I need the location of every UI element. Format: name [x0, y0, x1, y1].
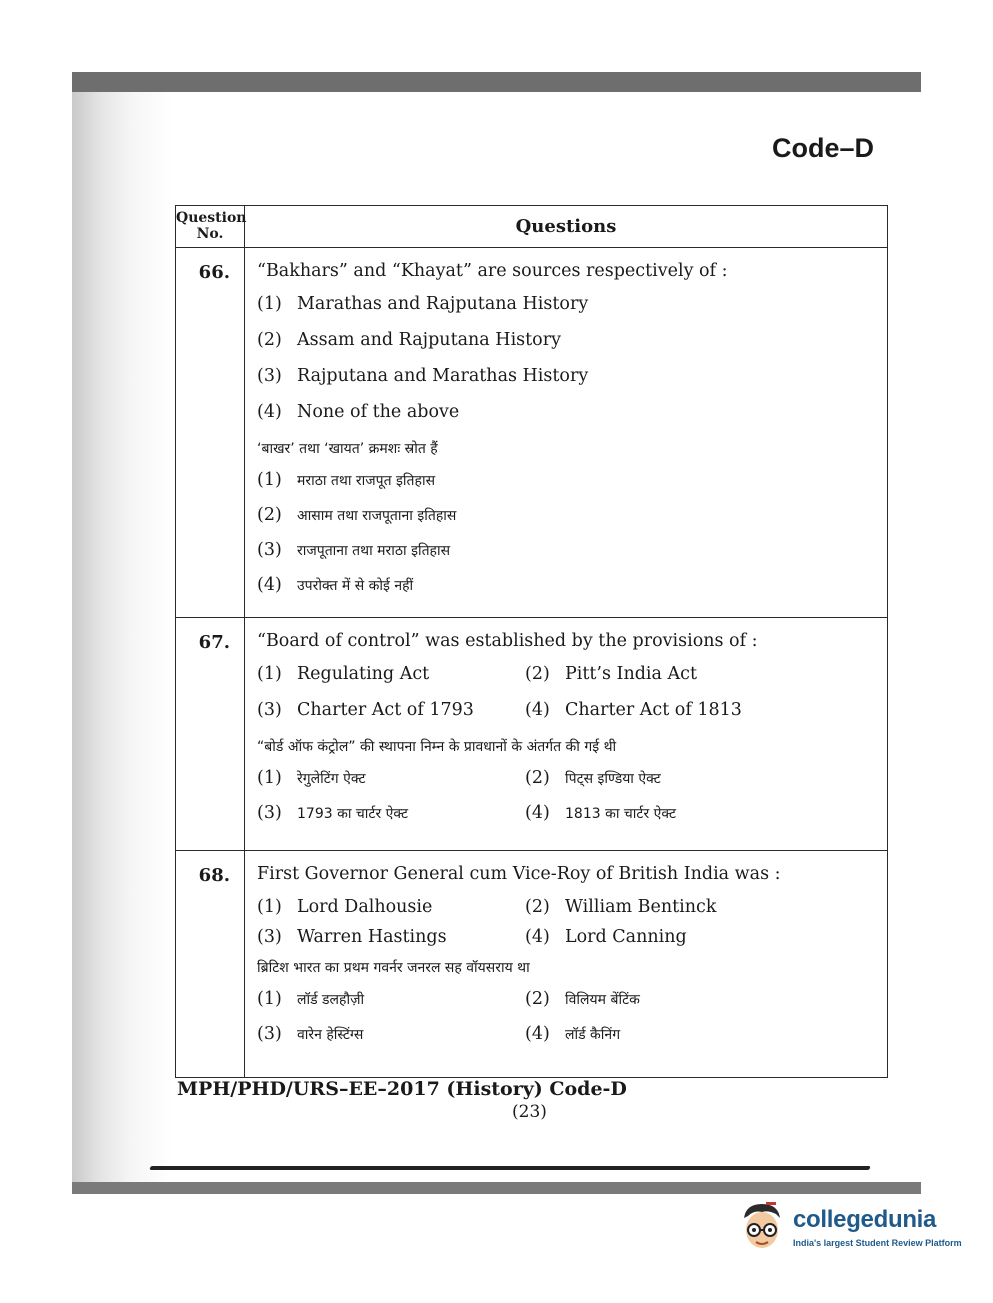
question-text-hi: “बोर्ड ऑफ कंट्रोल” की स्थापना निम्न के प्रावधानों के अंतर्गत की गई थी: [257, 739, 617, 755]
option-text: वारेन हेस्टिंग्स: [297, 1027, 364, 1043]
option-hi: [257, 765, 525, 800]
option-text: Rajputana and Marathas History: [297, 366, 589, 386]
option-text: Marathas and Rajputana History: [297, 294, 589, 314]
option-number: (1): [257, 664, 282, 684]
option-number: (1): [257, 470, 282, 490]
option-text: लॉर्ड डलहौज़ी: [297, 992, 365, 1008]
option-hi: [525, 765, 793, 800]
question-text-en: “Bakhars” and “Khayat” are sources respectively of :: [257, 261, 728, 281]
option-en: [525, 697, 793, 733]
option-text: उपरोक्त में से कोई नहीं: [297, 578, 414, 594]
option-text: रेगुलेटिंग ऐक्ट: [297, 771, 366, 787]
option-row-hi: [257, 765, 875, 800]
option-text: Charter Act of 1793: [297, 700, 474, 720]
option-text: 1813 का चार्टर ऐक्ट: [565, 806, 677, 822]
option-row-hi: [257, 986, 875, 1021]
option-number: (2): [525, 989, 550, 1009]
scan-bottom-border: [72, 1182, 921, 1194]
paper-code-label: Code–D: [772, 133, 875, 163]
page-number: (23): [512, 1102, 547, 1122]
option-row-hi: [257, 800, 875, 835]
option-number: (4): [525, 803, 550, 823]
option-row-en: [257, 661, 875, 697]
option-text: Warren Hastings: [297, 927, 447, 947]
question-text-hi: ‘बाखर’ तथा ‘खायत’ क्रमशः स्रोत हैं: [257, 441, 438, 457]
option-number: (1): [257, 294, 282, 314]
option-text: Pitt’s India Act: [565, 664, 697, 684]
option-hi: [257, 1021, 525, 1056]
question-row: [176, 248, 888, 618]
option-text: राजपूताना तथा मराठा इतिहास: [297, 543, 451, 559]
paper-footer: MPH/PHD/URS–EE–2017 (History) Code-D: [177, 1078, 627, 1100]
option-number: (2): [525, 768, 550, 788]
option-en: [525, 894, 793, 924]
option-number: (4): [525, 700, 550, 720]
question-body: [245, 618, 888, 851]
question-text-en: “Board of control” was established by the provisions of :: [257, 631, 758, 651]
option-text: लॉर्ड कैनिंग: [565, 1027, 621, 1043]
question-number: 66.: [176, 248, 245, 618]
question-row: [176, 851, 888, 1078]
question-text-en: First Governor General cum Vice-Roy of British India was :: [257, 864, 781, 884]
question-text-hi: ब्रिटिश भारत का प्रथम गवर्नर जनरल सह वॉयसराय था: [257, 960, 530, 976]
option-number: (2): [257, 505, 282, 525]
question-number: 67.: [176, 618, 245, 851]
option-text: None of the above: [297, 402, 460, 422]
option-text: पिट्स इण्डिया ऐक्ट: [565, 771, 661, 787]
option-en: [257, 924, 525, 954]
option-number: (3): [257, 540, 282, 560]
option-number: (3): [257, 700, 282, 720]
scan-top-border: [72, 72, 921, 92]
questions-header: Questions: [245, 206, 888, 248]
question-no-header: Question No.: [176, 206, 245, 248]
option-text: Charter Act of 1813: [565, 700, 742, 720]
option-en: [257, 894, 525, 924]
logo-brand-text: collegedunia: [793, 1206, 937, 1233]
option-number: (2): [525, 897, 550, 917]
option-hi: [257, 467, 875, 502]
option-hi: [525, 800, 793, 835]
option-row-en: [257, 894, 875, 924]
option-number: (4): [257, 575, 282, 595]
option-en: [257, 661, 525, 697]
option-number: (3): [257, 1024, 282, 1044]
option-number: (1): [257, 897, 282, 917]
option-text: विलियम बेंटिंक: [565, 992, 640, 1008]
option-hi: [525, 1021, 793, 1056]
collegedunia-logo[interactable]: [735, 1198, 960, 1256]
option-row-en: [257, 697, 875, 733]
student-mascot-icon: [738, 1200, 786, 1252]
option-hi: [257, 986, 525, 1021]
option-en: [257, 363, 875, 399]
question-number: 68.: [176, 851, 245, 1078]
option-number: (4): [257, 402, 282, 422]
option-text: William Bentinck: [565, 897, 717, 917]
option-text: आसाम तथा राजपूताना इतिहास: [297, 508, 457, 524]
option-text: Regulating Act: [297, 664, 430, 684]
option-hi: [525, 986, 793, 1021]
table-header-row: [176, 206, 888, 248]
option-hi: [257, 572, 875, 607]
question-body: [245, 851, 888, 1078]
option-row-hi: [257, 1021, 875, 1056]
option-number: (2): [257, 330, 282, 350]
option-hi: [257, 800, 525, 835]
option-text: Assam and Rajputana History: [297, 330, 561, 350]
option-hi: [257, 502, 875, 537]
option-en: [257, 399, 875, 435]
questions-table: [175, 205, 888, 1078]
option-number: (1): [257, 989, 282, 1009]
logo-tagline: India's largest Student Review Platform: [793, 1238, 962, 1248]
option-row-en: [257, 924, 875, 954]
option-text: 1793 का चार्टर ऐक्ट: [297, 806, 409, 822]
option-number: (2): [525, 664, 550, 684]
option-number: (4): [525, 927, 550, 947]
option-en: [257, 697, 525, 733]
option-en: [257, 327, 875, 363]
option-number: (3): [257, 927, 282, 947]
question-row: [176, 618, 888, 851]
option-number: (3): [257, 803, 282, 823]
page-edge-stroke: [149, 1166, 870, 1170]
option-en: [257, 291, 875, 327]
option-text: Lord Canning: [565, 927, 687, 947]
question-body: [245, 248, 888, 618]
option-number: (1): [257, 768, 282, 788]
option-number: (4): [525, 1024, 550, 1044]
option-text: Lord Dalhousie: [297, 897, 433, 917]
option-en: [525, 661, 793, 697]
option-hi: [257, 537, 875, 572]
option-en: [525, 924, 793, 954]
option-text: मराठा तथा राजपूत इतिहास: [297, 473, 436, 489]
option-number: (3): [257, 366, 282, 386]
